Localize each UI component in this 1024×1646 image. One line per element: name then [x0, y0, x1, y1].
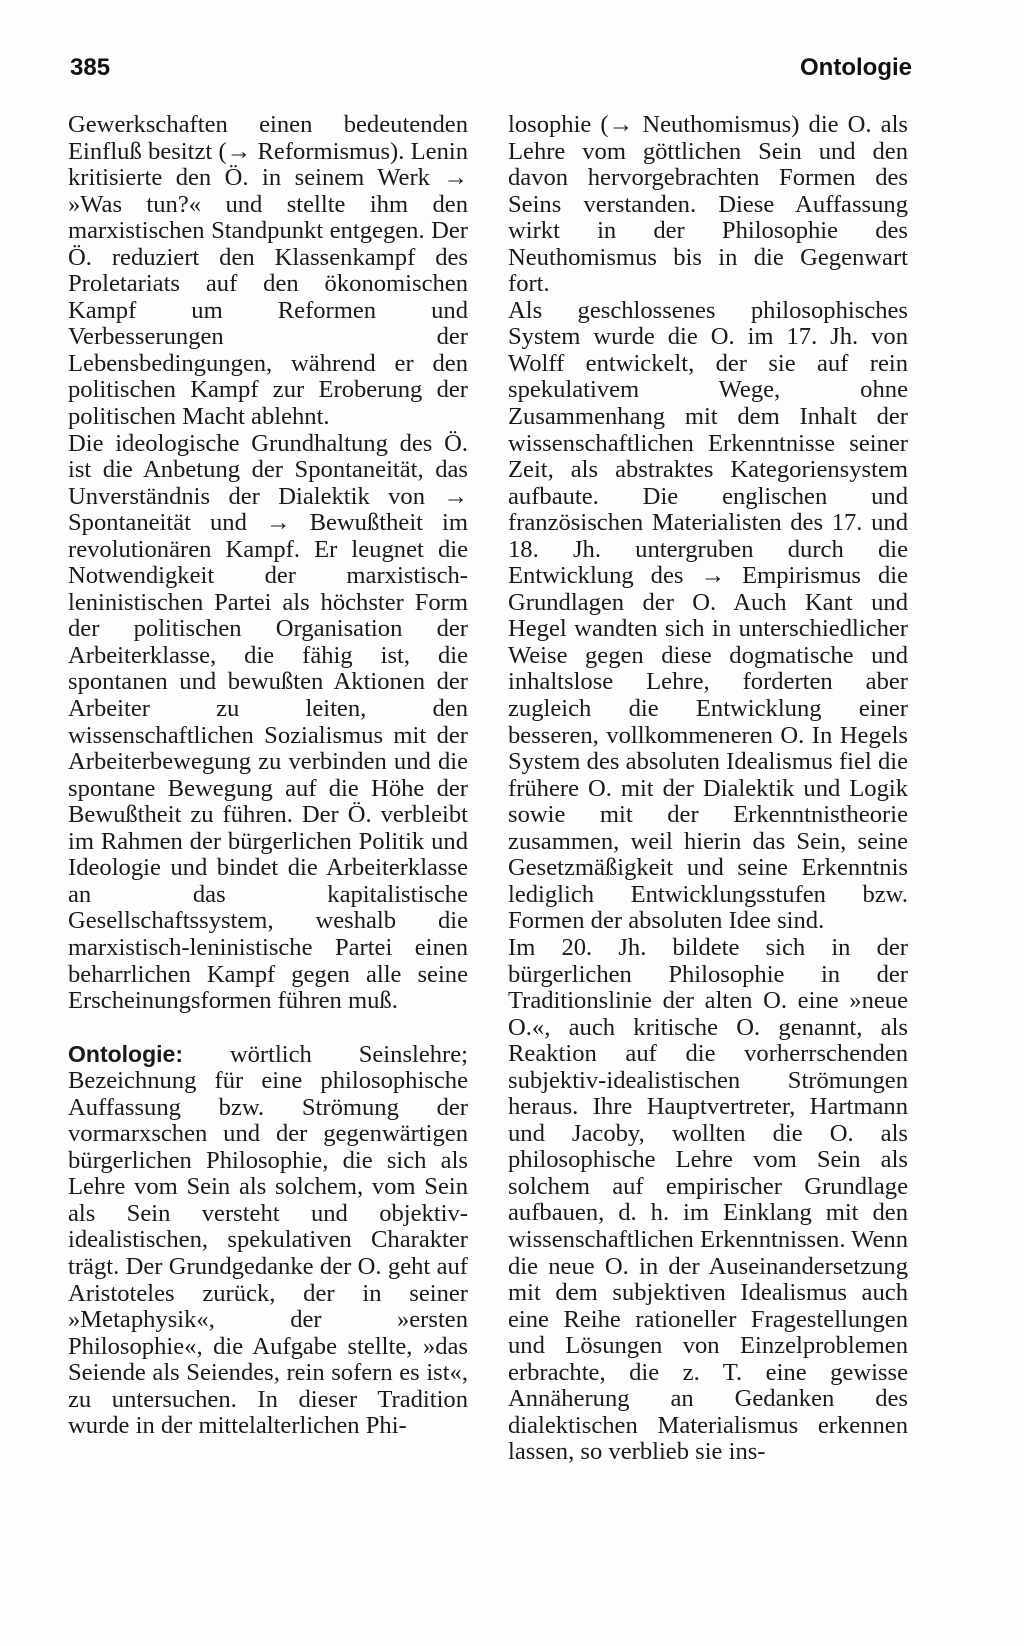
entry-ontologie [68, 1041, 468, 1440]
paragraph-opportunism-reform: Gewerkschaften einen bedeutenden Einfluß besitzt (→ Reformismus). Lenin kritisierte den Ö. in seinem Werk → »Was tun?« und stellte ihm den marxistischen Standpunkt entgegen. Der Ö. reduziert den Klassenkampf des Proletariats auf den ökonomischen Kampf um Reformen und Verbesserungen der Lebensbedingungen, während er den politischen Kampf zur Eroberung der politischen Macht ablehnt. [68, 111, 468, 431]
entry-text: wörtlich Seinslehre; Bezeichnung für eine philosophische Auffassung bzw. Strömung der vormarxschen und der gegenwärtigen bürgerlichen Philosophie, die sich als Lehre vom Sein als solchem, vom Sein als Sein versteht und objektiv-idealistischen, spekulativen Charakter trägt. Der Grundgedanke der O. geht auf Aristoteles zurück, der in seiner »Metaphysik«, der »ersten Philosophie«, die Aufgabe stellte, »das Seiende als Seiendes, rein sofern es ist«, zu untersuchen. In dieser Tradition wurde in der mittelalterlichen Phi- [68, 1040, 468, 1440]
paragraph-neuthomismus: losophie (→ Neuthomismus) die O. als Lehre vom göttlichen Sein und den davon hervorgebrachten Formen des Seins verstanden. Diese Auffassung wirkt in der Philosophie des Neuthomismus bis in die Gegenwart fort. [508, 111, 908, 298]
paragraph-opportunism-ideology: Die ideologische Grundhaltung des Ö. ist die Anbetung der Spontaneität, das Unverständnis der Dialektik von → Spontaneität und → Bewußtheit im revolutionären Kampf. Er leugnet die Notwendigkeit der marxistisch-leninistischen Partei als höchster Form der politischen Organisation der Arbeiterklasse, die fähig ist, die spontanen und bewußten Aktionen der Arbeiter zu leiten, den wissenschaftlichen Sozialismus mit der Arbeiterbewegung zu verbinden und die spontane Bewegung auf die Höhe der Bewußtheit zu führen. Der Ö. verbleibt im Rahmen der bürgerlichen Politik und Ideologie und bindet die Arbeiterklasse an das kapitalistische Gesellschaftssystem, weshalb die marxistisch-leninistische Partei einen beharrlichen Kampf gegen alle seine Erscheinungsformen führen muß. [68, 429, 468, 1015]
running-title: Ontologie [800, 54, 912, 81]
entry-term: Ontologie: [68, 1040, 183, 1067]
left-column [68, 112, 468, 1440]
right-column [508, 112, 908, 1466]
paragraph-system-wolff: Als geschlossenes philosophisches System wurde die O. im 17. Jh. von Wolff entwickelt, der sie auf rein spekulativem Wege, ohne Zusammenhang mit dem Inhalt der wissenschaftlichen Erkenntnisse seiner Zeit, als abstraktes Kategoriensystem aufbaute. Die englischen und französischen Materialisten des 17. und 18. Jh. untergruben durch die Entwicklung des → Empirismus die Grundlagen der O. Auch Kant und Hegel wandten sich in unterschiedlicher Weise gegen diese dogmatische und inhaltslose Lehre, forderten aber zugleich die Entwicklung einer besseren, vollkommeneren O. In Hegels System des absoluten Idealismus fiel die frühere O. mit der Dialektik und Logik sowie mit der Erkenntnistheorie zusammen, weil hierin das Sein, seine Gesetzmäßigkeit und seine Erkenntnis lediglich Entwicklungsstufen bzw. Formen der absoluten Idee sind. [508, 296, 908, 935]
page-number: 385 [70, 54, 111, 81]
paragraph-neue-ontologie: Im 20. Jh. bildete sich in der bürgerlichen Philosophie in der Traditionslinie der alten O. eine »neue O.«, auch kritische O. genannt, als Reaktion auf die vorherrschenden subjektiv-idealistischen Strömungen heraus. Ihre Hauptvertreter, Hartmann und Jacoby, wollten die O. als philosophische Lehre vom Sein als solchem auf empirischer Grundlage aufbauen, d. h. im Einklang mit den wissenschaftlichen Erkenntnissen. Wenn die neue O. in der Auseinandersetzung mit dem subjektiven Idealismus auch eine Reihe rationeller Fragestellungen und Lösungen von Einzelproblemen erbrachte, die z. T. eine gewisse Annäherung an Gedanken des dialektischen Materialismus erkennen lassen, so verblieb sie ins- [508, 933, 908, 1466]
